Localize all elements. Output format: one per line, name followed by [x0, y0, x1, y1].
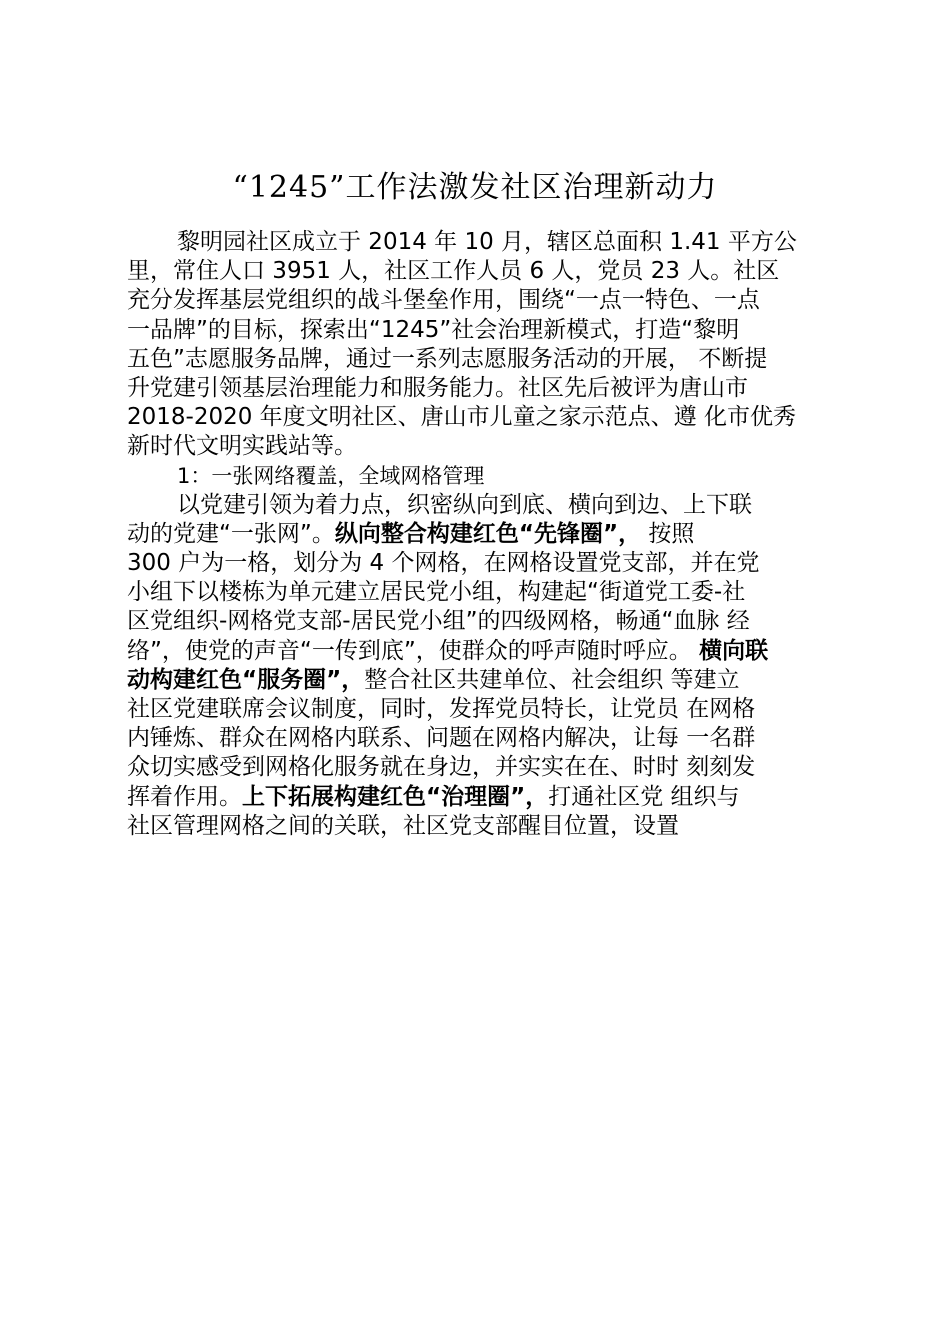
text-line: 以党建引领为着力点，织密纵向到底、横向到边、上下联 [177, 491, 752, 518]
text-line: 小组下以楼栋为单元建立居民党小组，构建起“街道党工委-社 [127, 579, 746, 606]
paragraph-intro [127, 228, 862, 462]
section-heading: 1：一张网络覆盖，全域网格管理 [177, 463, 485, 488]
text-line: 里，常住人口 3951 人，社区工作人员 6 人，党员 23 人。社区 [127, 258, 780, 285]
text-run: 挥着作用。 [127, 783, 242, 810]
paragraph-grid-management [127, 491, 862, 841]
text-run: 按照 [641, 520, 695, 547]
document-title: “1245”工作法激发社区治理新动力 [232, 170, 718, 205]
text-line: 内锤炼、群众在网格内联系、问题在网格内解决，让每 一名群 [127, 725, 756, 752]
document-body [127, 228, 862, 841]
text-line: 黎明园社区成立于 2014 年 10 月，辖区总面积 1.41 平方公 [177, 229, 797, 255]
text-line: 区党组织-网格党支部-居民党小组”的四级网格，畅通“血脉 经 [127, 608, 750, 635]
text-line: 社区管理网格之间的关联，社区党支部醒目位置，设置 [127, 812, 679, 839]
bold-phrase: 上下拓展构建红色“治理圈”， [242, 783, 549, 810]
text-line: 社区党建联席会议制度，同时，发挥党员特长，让党员 在网格 [127, 696, 756, 722]
text-line [127, 520, 862, 549]
text-run: 动的党建“一张网”。 [127, 520, 335, 547]
text-line: 一品牌”的目标，探索出“1245”社会治理新模式，打造“黎明 [127, 316, 740, 343]
text-line: 充分发挥基层党组织的战斗堡垒作用，围绕“一点一特色、一点 [127, 287, 760, 314]
bold-phrase: 横向联 [699, 637, 769, 664]
bold-phrase: 动构建红色“服务圈”， [127, 666, 365, 693]
text-line: 新时代文明实践站等。 [127, 433, 357, 460]
text-line [127, 666, 862, 695]
text-line [127, 637, 862, 666]
text-run: 整合社区共建单位、社会组织 等建立 [364, 666, 740, 693]
text-run: 络”，使党的声音“一传到底”，使群众的呼声随时呼应。 [127, 637, 700, 664]
text-line: 300 户为一格，划分为 4 个网格，在网格设置党支部，并在党 [127, 550, 760, 577]
text-line: 五色”志愿服务品牌，通过一系列志愿服务活动的开展， 不断提 [127, 345, 768, 372]
text-line: 升党建引领基层治理能力和服务能力。社区先后被评为唐山市 [127, 374, 748, 401]
text-line: 2018-2020 年度文明社区、唐山市儿童之家示范点、遵 化市优秀 [127, 404, 796, 431]
text-run: 打通社区党 组织与 [548, 783, 740, 810]
text-line [127, 783, 862, 812]
bold-phrase: 纵向整合构建红色“先锋圈”， [334, 520, 642, 547]
text-line: 众切实感受到网格化服务就在身边，并实实在在、时时 刻刻发 [127, 754, 756, 781]
